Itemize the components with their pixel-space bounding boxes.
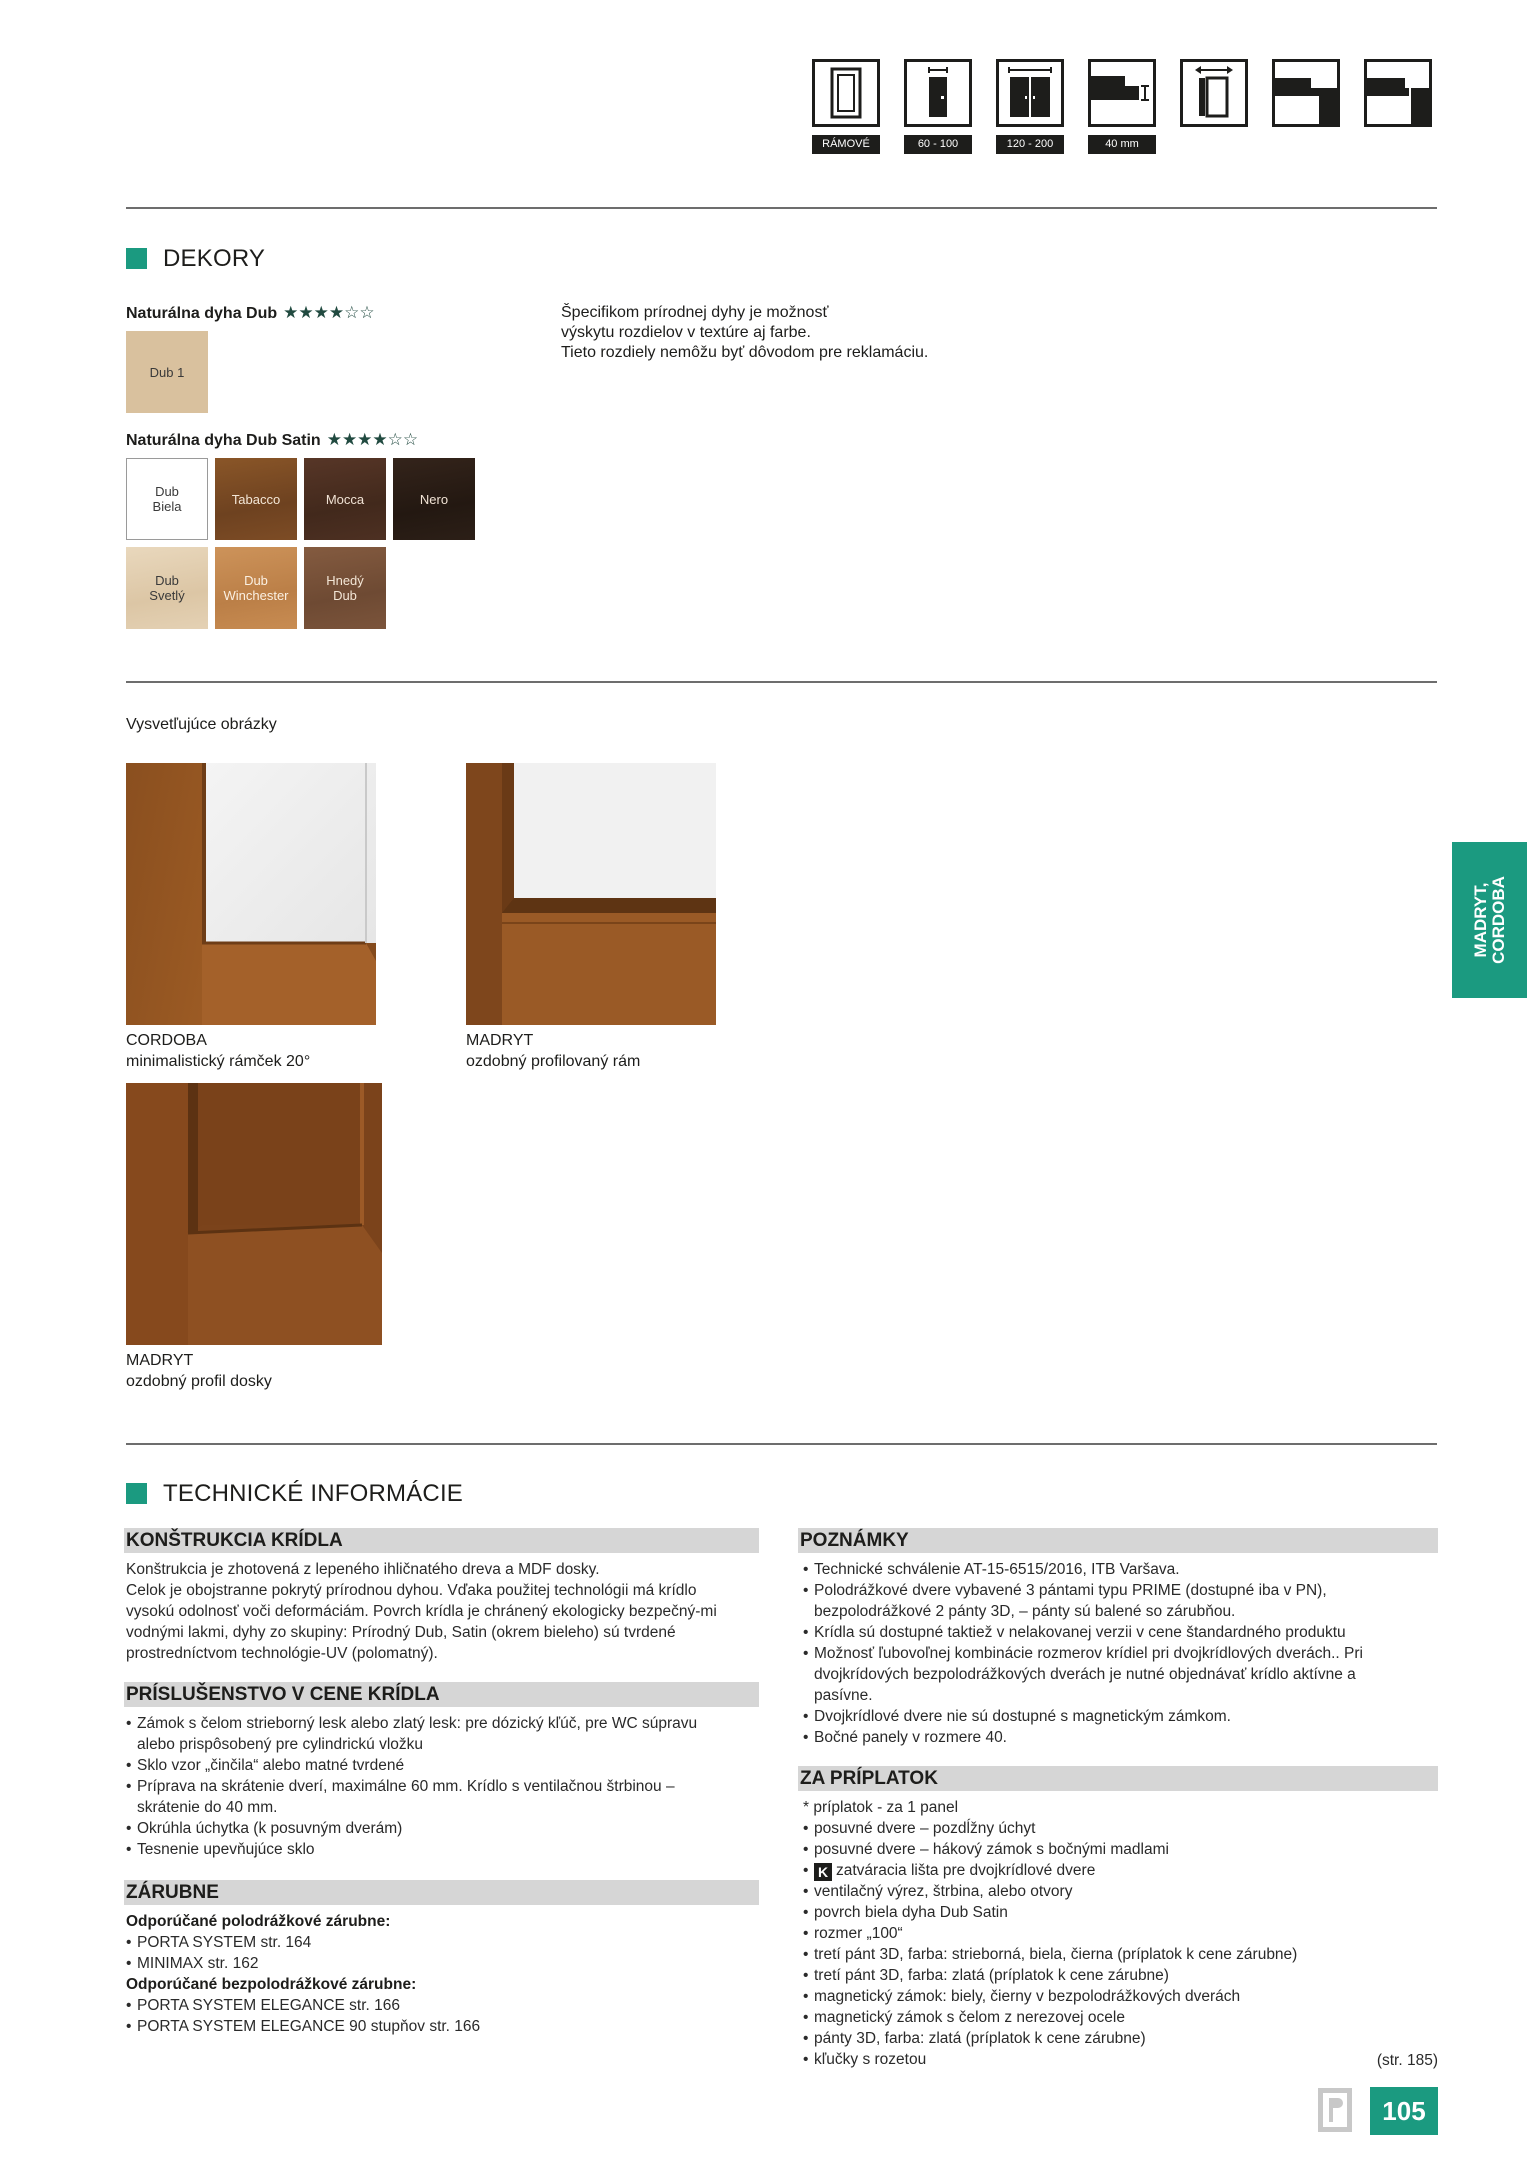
section-marker xyxy=(126,1483,147,1504)
rating-stars-icon: ★★★★☆☆ xyxy=(283,303,375,322)
swatch-label: Dub Svetlý xyxy=(149,573,185,603)
swatch-label: Dub 1 xyxy=(149,364,185,380)
caption-subtitle: ozdobný profilovaný rám xyxy=(466,1053,641,1070)
veneer-note: Špecifikom prírodnej dyhy je možnosť výskytu rozdielov v textúre aj farbe. Tieto rozdiely nemôžu byť dôvodom pre reklamáciu. xyxy=(561,304,929,361)
icon-label-single-width: 60 - 100 xyxy=(904,135,972,154)
side-tab-label: MADRYT, CORDOBA xyxy=(1471,876,1508,964)
decor-group-name: Naturálna dyha Dub Satin xyxy=(126,432,321,449)
swatch-label: Dub Winchester xyxy=(223,573,289,603)
list-item: • rozmer „100“ xyxy=(803,1923,1403,1944)
caption-title: MADRYT xyxy=(126,1352,194,1369)
madryt-panel-caption xyxy=(126,1350,272,1392)
icon-label-frame: RÁMOVÉ xyxy=(812,135,880,154)
list-item: • tretí pánt 3D, farba: strieborná, biela, čierna (príplatok k cene zárubne) xyxy=(803,1944,1403,1965)
madryt-frame-detail-image xyxy=(466,763,716,1025)
page-number: 105 xyxy=(1370,2087,1438,2135)
list-item: • Okrúhla úchytka (k posuvným dverám) xyxy=(126,1818,736,1839)
swatch-label: Dub Biela xyxy=(152,484,182,514)
list-item: • Zámok s čelom strieborný lesk alebo zlatý lesk: pre dózický kľúč, pre WC súpravu alebo prispôsobený pre cylindrickú vložku xyxy=(126,1713,736,1755)
list-item xyxy=(803,1860,1403,1881)
cordoba-detail-image xyxy=(126,763,376,1025)
poznamky-bar: POZNÁMKY xyxy=(798,1528,1438,1553)
flush-door-icon xyxy=(1364,59,1432,127)
swatch-mocca[interactable] xyxy=(304,458,386,540)
swatch-nero[interactable] xyxy=(393,458,475,540)
list-item: • Polodrážkové dvere vybavené 3 pántami typu PRIME (dostupné iba v PN), bezpolodrážkové 2 pánty 3D, – pánty sú balené so zárubňou. xyxy=(803,1580,1403,1622)
list-item: • PORTA SYSTEM ELEGANCE 90 stupňov str. 166 xyxy=(126,2016,746,2037)
swatch-dub-biela[interactable] xyxy=(126,458,208,540)
swatch-hnedy-dub[interactable] xyxy=(304,547,386,629)
prislusenstvo-bar: PRÍSLUŠENSTVO V CENE KRÍDLA xyxy=(124,1682,759,1707)
swatch-label: Nero xyxy=(419,491,449,507)
list-item-text: zatváracia lišta pre dvojkrídlové dvere xyxy=(836,1862,1096,1879)
caption-title: MADRYT xyxy=(466,1032,534,1049)
list-item: • kľučky s rozetou xyxy=(803,2049,1403,2070)
poznamky-list xyxy=(803,1559,1403,1748)
zarubne-subheading: Odporúčané bezpolodrážkové zárubne: xyxy=(126,1976,417,1993)
priplatok-list xyxy=(803,1797,1403,2070)
list-item: • Tesnenie upevňujúce sklo xyxy=(126,1839,736,1860)
list-item: • Príprava na skrátenie dverí, maximálne 60 mm. Krídlo s ventilačnou štrbinou – skrátenie do 40 mm. xyxy=(126,1776,736,1818)
list-item: • magnetický zámok s čelom z nerezovej ocele xyxy=(803,2007,1403,2028)
list-item: • ventilačný výrez, štrbina, alebo otvory xyxy=(803,1881,1403,1902)
list-item: • Dvojkrídlové dvere nie sú dostupné s magnetickým zámkom. xyxy=(803,1706,1403,1727)
list-item: • PORTA SYSTEM str. 164 xyxy=(126,1932,746,1953)
rebated-door-icon xyxy=(1272,59,1340,127)
madryt-frame-caption xyxy=(466,1030,640,1072)
swatch-label: Mocca xyxy=(325,491,365,507)
swatch-label: Tabacco xyxy=(231,491,281,507)
door-thickness-icon xyxy=(1088,59,1156,127)
list-item: • Sklo vzor „činčila“ alebo matné tvrdené xyxy=(126,1755,736,1776)
divider-middle xyxy=(126,681,1437,683)
caption-title: CORDOBA xyxy=(126,1032,207,1049)
list-item: • tretí pánt 3D, farba: zlatá (príplatok k cene zárubne) xyxy=(803,1965,1403,1986)
icon-label-double-width: 120 - 200 xyxy=(996,135,1064,154)
dekory-heading-text: DEKORY xyxy=(163,245,266,272)
frame-door-icon xyxy=(812,59,880,127)
list-item: • pánty 3D, farba: zlatá (príplatok k cene zárubne) xyxy=(803,2028,1403,2049)
chapter-side-tab[interactable] xyxy=(1452,842,1527,998)
prislusenstvo-list xyxy=(126,1713,736,1860)
door-leaf-width-icon xyxy=(1180,59,1248,127)
konstrukcia-bar: KONŠTRUKCIA KRÍDLA xyxy=(124,1528,759,1553)
swatch-dub-svetly[interactable] xyxy=(126,547,208,629)
tech-heading-text: TECHNICKÉ INFORMÁCIE xyxy=(163,1480,464,1507)
list-item: • MINIMAX str. 162 xyxy=(126,1953,746,1974)
list-item: • magnetický zámok: biely, čierny v bezpolodrážkových dverách xyxy=(803,1986,1403,2007)
list-item: • Bočné panely v rozmere 40. xyxy=(803,1727,1403,1748)
section-marker xyxy=(126,248,147,269)
list-item: • Možnosť ľubovoľnej kombinácie rozmerov krídiel pri dvojkrídlových dverách.. Pri dvojkrídových bezpolodrážkových dverách je nutné objednávať krídlo aktívne a pasívne. xyxy=(803,1643,1403,1706)
list-item: • posuvné dvere – pozdĺžny úchyt xyxy=(803,1818,1403,1839)
decor-group-title xyxy=(126,430,418,450)
list-item: • povrch biela dyha Dub Satin xyxy=(803,1902,1403,1923)
list-item: • posuvné dvere – hákový zámok s bočnými madlami xyxy=(803,1839,1403,1860)
caption-subtitle: ozdobný profil dosky xyxy=(126,1373,272,1390)
madryt-panel-detail-image xyxy=(126,1083,382,1345)
rating-stars-icon: ★★★★☆☆ xyxy=(326,430,419,449)
list-item: • Krídla sú dostupné taktiež v nelakovanej verzii v cene štandardného produktu xyxy=(803,1622,1403,1643)
k-badge-icon: K xyxy=(814,1863,832,1881)
single-door-width-icon xyxy=(904,59,972,127)
zarubne-list xyxy=(126,1911,746,2037)
double-door-width-icon xyxy=(996,59,1064,127)
list-item: • PORTA SYSTEM ELEGANCE str. 166 xyxy=(126,1995,746,2016)
divider-top xyxy=(126,207,1437,209)
priplatok-intro: * príplatok - za 1 panel xyxy=(803,1799,959,1816)
priplatok-page-ref: (str. 185) xyxy=(1376,2052,1438,2069)
list-item: • Technické schválenie AT-15-6515/2016, ITB Varšava. xyxy=(803,1559,1403,1580)
icon-label-thickness: 40 mm xyxy=(1088,135,1156,154)
priplatok-bar: ZA PRÍPLATOK xyxy=(798,1766,1438,1791)
divider-bottom xyxy=(126,1443,1437,1445)
swatch-dub-winchester[interactable] xyxy=(215,547,297,629)
decor-group-name: Naturálna dyha Dub xyxy=(126,305,278,322)
porta-logo-icon xyxy=(1318,2088,1352,2132)
swatch-label: Hnedý Dub xyxy=(326,573,364,603)
explanatory-heading: Vysvetľujúce obrázky xyxy=(126,716,277,733)
zarubne-subheading: Odporúčané polodrážkové zárubne: xyxy=(126,1913,391,1930)
zarubne-bar: ZÁRUBNE xyxy=(124,1880,759,1905)
cordoba-caption xyxy=(126,1030,310,1072)
swatch-tabacco[interactable] xyxy=(215,458,297,540)
konstrukcia-text: Konštrukcia je zhotovená z lepeného ihličnatého dreva a MDF dosky. Celok je obojstranne pokrytý prírodnou dyhou. Vďaka použitej technológii má krídlo vysokú odolnosť voči deformáciám. Povrch krídla je chránený ekologicky bezpečný-mi vodnými lakmi, dyhy zo skupiny: Prírodný Dub, Satin (okrem bieleho) sú tvrdené prostredníctvom technológie-UV (polomatný). xyxy=(126,1561,717,1662)
decor-group-title xyxy=(126,303,375,323)
swatch-dub-1[interactable] xyxy=(126,331,208,413)
caption-subtitle: minimalistický rámček 20° xyxy=(126,1053,311,1070)
